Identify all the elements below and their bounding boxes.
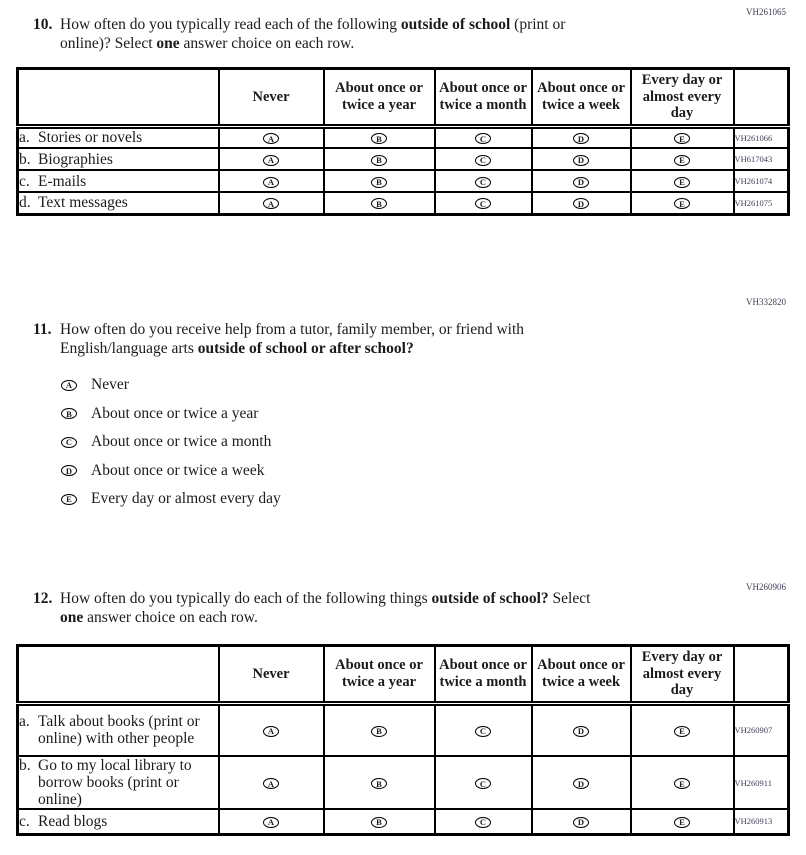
row-letter: c. <box>19 172 30 190</box>
q11-option-never <box>61 371 281 400</box>
q12-readblogs-choice-b[interactable]: B <box>371 817 387 828</box>
q10-biographies-choice-a[interactable]: A <box>263 155 279 166</box>
q10-stories-choice-c[interactable]: C <box>475 133 491 144</box>
row-label-cell <box>18 148 219 170</box>
q12-readblogs-choice-e[interactable]: E <box>674 817 690 828</box>
row-letter: a. <box>19 713 30 731</box>
choice-cell <box>219 809 324 834</box>
vh-code-q12: VH260906 <box>746 582 786 592</box>
q11-option-everyday <box>61 485 281 514</box>
q12-answer-table <box>16 644 790 836</box>
q10-textmessages-choice-a[interactable]: A <box>263 198 279 209</box>
choice-cell <box>631 170 734 192</box>
row-label: Biographies <box>38 150 113 168</box>
choice-cell <box>435 756 532 809</box>
q11-choice-c[interactable]: C <box>61 437 77 448</box>
choice-cell <box>532 148 631 170</box>
choice-cell <box>532 756 631 809</box>
q10-textmessages-choice-e[interactable]: E <box>674 198 690 209</box>
row-vh-code: VH261074 <box>734 170 789 192</box>
choice-cell <box>435 703 532 756</box>
row-letter: d. <box>19 194 31 212</box>
q10-emails-choice-d[interactable]: D <box>573 177 589 188</box>
choice-cell <box>219 192 324 214</box>
q12-talkbooks-choice-c[interactable]: C <box>475 726 491 737</box>
q12-header-year: About once or twice a year <box>324 646 435 704</box>
q12-header-vh-blank <box>734 646 789 704</box>
question-12-number: 12. <box>33 590 53 607</box>
question-11-number: 11. <box>33 321 52 338</box>
option-label: About once or twice a year <box>91 404 259 422</box>
row-label-cell <box>18 126 219 148</box>
choice-cell <box>219 703 324 756</box>
row-vh-code: VH261075 <box>734 192 789 214</box>
row-label-cell <box>18 703 219 756</box>
q12-header-never: Never <box>219 646 324 704</box>
choice-cell <box>532 126 631 148</box>
choice-cell <box>631 756 734 809</box>
q12-header-everyday: Every day or almost every day <box>631 646 734 704</box>
vh-code-q11: VH332820 <box>746 297 786 307</box>
row-vh-code: VH617043 <box>734 148 789 170</box>
q10-biographies-choice-b[interactable]: B <box>371 155 387 166</box>
choice-cell <box>219 170 324 192</box>
choice-cell <box>324 126 435 148</box>
q10-header-blank <box>18 69 219 127</box>
q10-header-everyday: Every day or almost every day <box>631 69 734 127</box>
q10-header-year: About once or twice a year <box>324 69 435 127</box>
choice-cell <box>532 809 631 834</box>
q10-row-emails <box>18 170 789 192</box>
q10-biographies-choice-e[interactable]: E <box>674 155 690 166</box>
q10-textmessages-choice-b[interactable]: B <box>371 198 387 209</box>
choice-cell <box>532 703 631 756</box>
choice-cell <box>631 192 734 214</box>
row-label-cell <box>18 192 219 214</box>
q10-emails-choice-a[interactable]: A <box>263 177 279 188</box>
q11-choice-d[interactable]: D <box>61 465 77 476</box>
q12-talkbooks-choice-b[interactable]: B <box>371 726 387 737</box>
q12-row-readblogs <box>18 809 789 834</box>
q12-talkbooks-choice-d[interactable]: D <box>573 726 589 737</box>
q12-talkbooks-choice-a[interactable]: A <box>263 726 279 737</box>
choice-cell <box>435 170 532 192</box>
option-label: About once or twice a month <box>91 433 272 451</box>
q10-row-biographies <box>18 148 789 170</box>
question-12 <box>33 589 763 627</box>
choice-cell <box>219 148 324 170</box>
q12-header-month: About once or twice a month <box>435 646 532 704</box>
q10-stories-choice-a[interactable]: A <box>263 133 279 144</box>
row-label-cell <box>18 809 219 834</box>
row-letter: b. <box>19 150 31 168</box>
row-letter: b. <box>19 757 31 774</box>
q12-header-blank <box>18 646 219 704</box>
q11-choice-e[interactable]: E <box>61 494 77 505</box>
question-10-number: 10. <box>33 16 53 33</box>
q12-row-talkbooks <box>18 703 789 756</box>
q10-biographies-choice-d[interactable]: D <box>573 155 589 166</box>
q10-answer-table <box>16 67 790 216</box>
choice-cell <box>532 170 631 192</box>
q11-option-week <box>61 457 281 486</box>
option-label: Never <box>91 376 129 394</box>
q10-emails-choice-b[interactable]: B <box>371 177 387 188</box>
question-11 <box>33 320 763 358</box>
q10-biographies-choice-c[interactable]: C <box>475 155 491 166</box>
choice-cell <box>532 192 631 214</box>
row-label: Stories or novels <box>38 129 143 147</box>
row-label-cell <box>18 756 219 809</box>
choice-cell <box>324 756 435 809</box>
row-vh-code: VH260907 <box>734 703 789 756</box>
q10-stories-choice-b[interactable]: B <box>371 133 387 144</box>
q10-row-stories <box>18 126 789 148</box>
row-vh-code: VH260911 <box>734 756 789 809</box>
choice-cell <box>631 809 734 834</box>
q11-option-year <box>61 400 281 429</box>
q10-row-textmessages <box>18 192 789 214</box>
row-letter: c. <box>19 812 30 830</box>
question-10 <box>33 15 763 53</box>
choice-cell <box>324 192 435 214</box>
choice-cell <box>435 192 532 214</box>
option-label: Every day or almost every day <box>91 490 281 508</box>
q10-header-month: About once or twice a month <box>435 69 532 127</box>
choice-cell <box>324 703 435 756</box>
q12-library-choice-b[interactable]: B <box>371 778 387 789</box>
choice-cell <box>219 756 324 809</box>
row-vh-code: VH260913 <box>734 809 789 834</box>
q12-header-week: About once or twice a week <box>532 646 631 704</box>
choice-cell <box>324 148 435 170</box>
q11-option-month <box>61 428 281 457</box>
q12-readblogs-choice-d[interactable]: D <box>573 817 589 828</box>
choice-cell <box>631 148 734 170</box>
q10-header-never: Never <box>219 69 324 127</box>
row-label: Read blogs <box>38 812 108 830</box>
q12-readblogs-choice-c[interactable]: C <box>475 817 491 828</box>
question-12-text: How often do you typically do each of the following things outside of school? Select one answer choice on each row. <box>60 590 591 626</box>
q10-header-vh-blank <box>734 69 789 127</box>
q12-library-choice-d[interactable]: D <box>573 778 589 789</box>
question-11-text: How often do you receive help from a tutor, family member, or friend with English/language arts outside of school or after school? <box>60 321 525 357</box>
q11-choice-b[interactable]: B <box>61 408 77 419</box>
row-label: E-mails <box>38 172 87 190</box>
q12-readblogs-choice-a[interactable]: A <box>263 817 279 828</box>
choice-cell <box>631 126 734 148</box>
q12-talkbooks-choice-e[interactable]: E <box>674 726 690 737</box>
choice-cell <box>631 703 734 756</box>
choice-cell <box>435 126 532 148</box>
choice-cell <box>219 126 324 148</box>
q11-choice-a[interactable]: A <box>61 380 77 391</box>
q10-emails-choice-c[interactable]: C <box>475 177 491 188</box>
q11-options <box>61 371 281 514</box>
row-label-cell <box>18 170 219 192</box>
q12-library-choice-c[interactable]: C <box>475 778 491 789</box>
choice-cell <box>324 809 435 834</box>
q10-stories-choice-d[interactable]: D <box>573 133 589 144</box>
row-label: Talk about books (print or online) with other people <box>38 713 200 748</box>
row-vh-code: VH261066 <box>734 126 789 148</box>
q10-header-week: About once or twice a week <box>532 69 631 127</box>
question-10-text: How often do you typically read each of the following outside of school (print or online)? Select one answer choice on each row. <box>60 16 566 52</box>
choice-cell <box>435 148 532 170</box>
q12-library-choice-e[interactable]: E <box>674 778 690 789</box>
q10-textmessages-choice-d[interactable]: D <box>573 198 589 209</box>
option-label: About once or twice a week <box>91 461 265 479</box>
row-letter: a. <box>19 129 30 147</box>
q12-row-library <box>18 756 789 809</box>
q10-emails-choice-e[interactable]: E <box>674 177 690 188</box>
q10-textmessages-choice-c[interactable]: C <box>475 198 491 209</box>
choice-cell <box>435 809 532 834</box>
row-label: Go to my local library to borrow books (print or online) <box>38 757 192 808</box>
q12-library-choice-a[interactable]: A <box>263 778 279 789</box>
row-label: Text messages <box>38 194 128 212</box>
q10-stories-choice-e[interactable]: E <box>674 133 690 144</box>
choice-cell <box>324 170 435 192</box>
vh-code-q10: VH261065 <box>746 7 786 17</box>
